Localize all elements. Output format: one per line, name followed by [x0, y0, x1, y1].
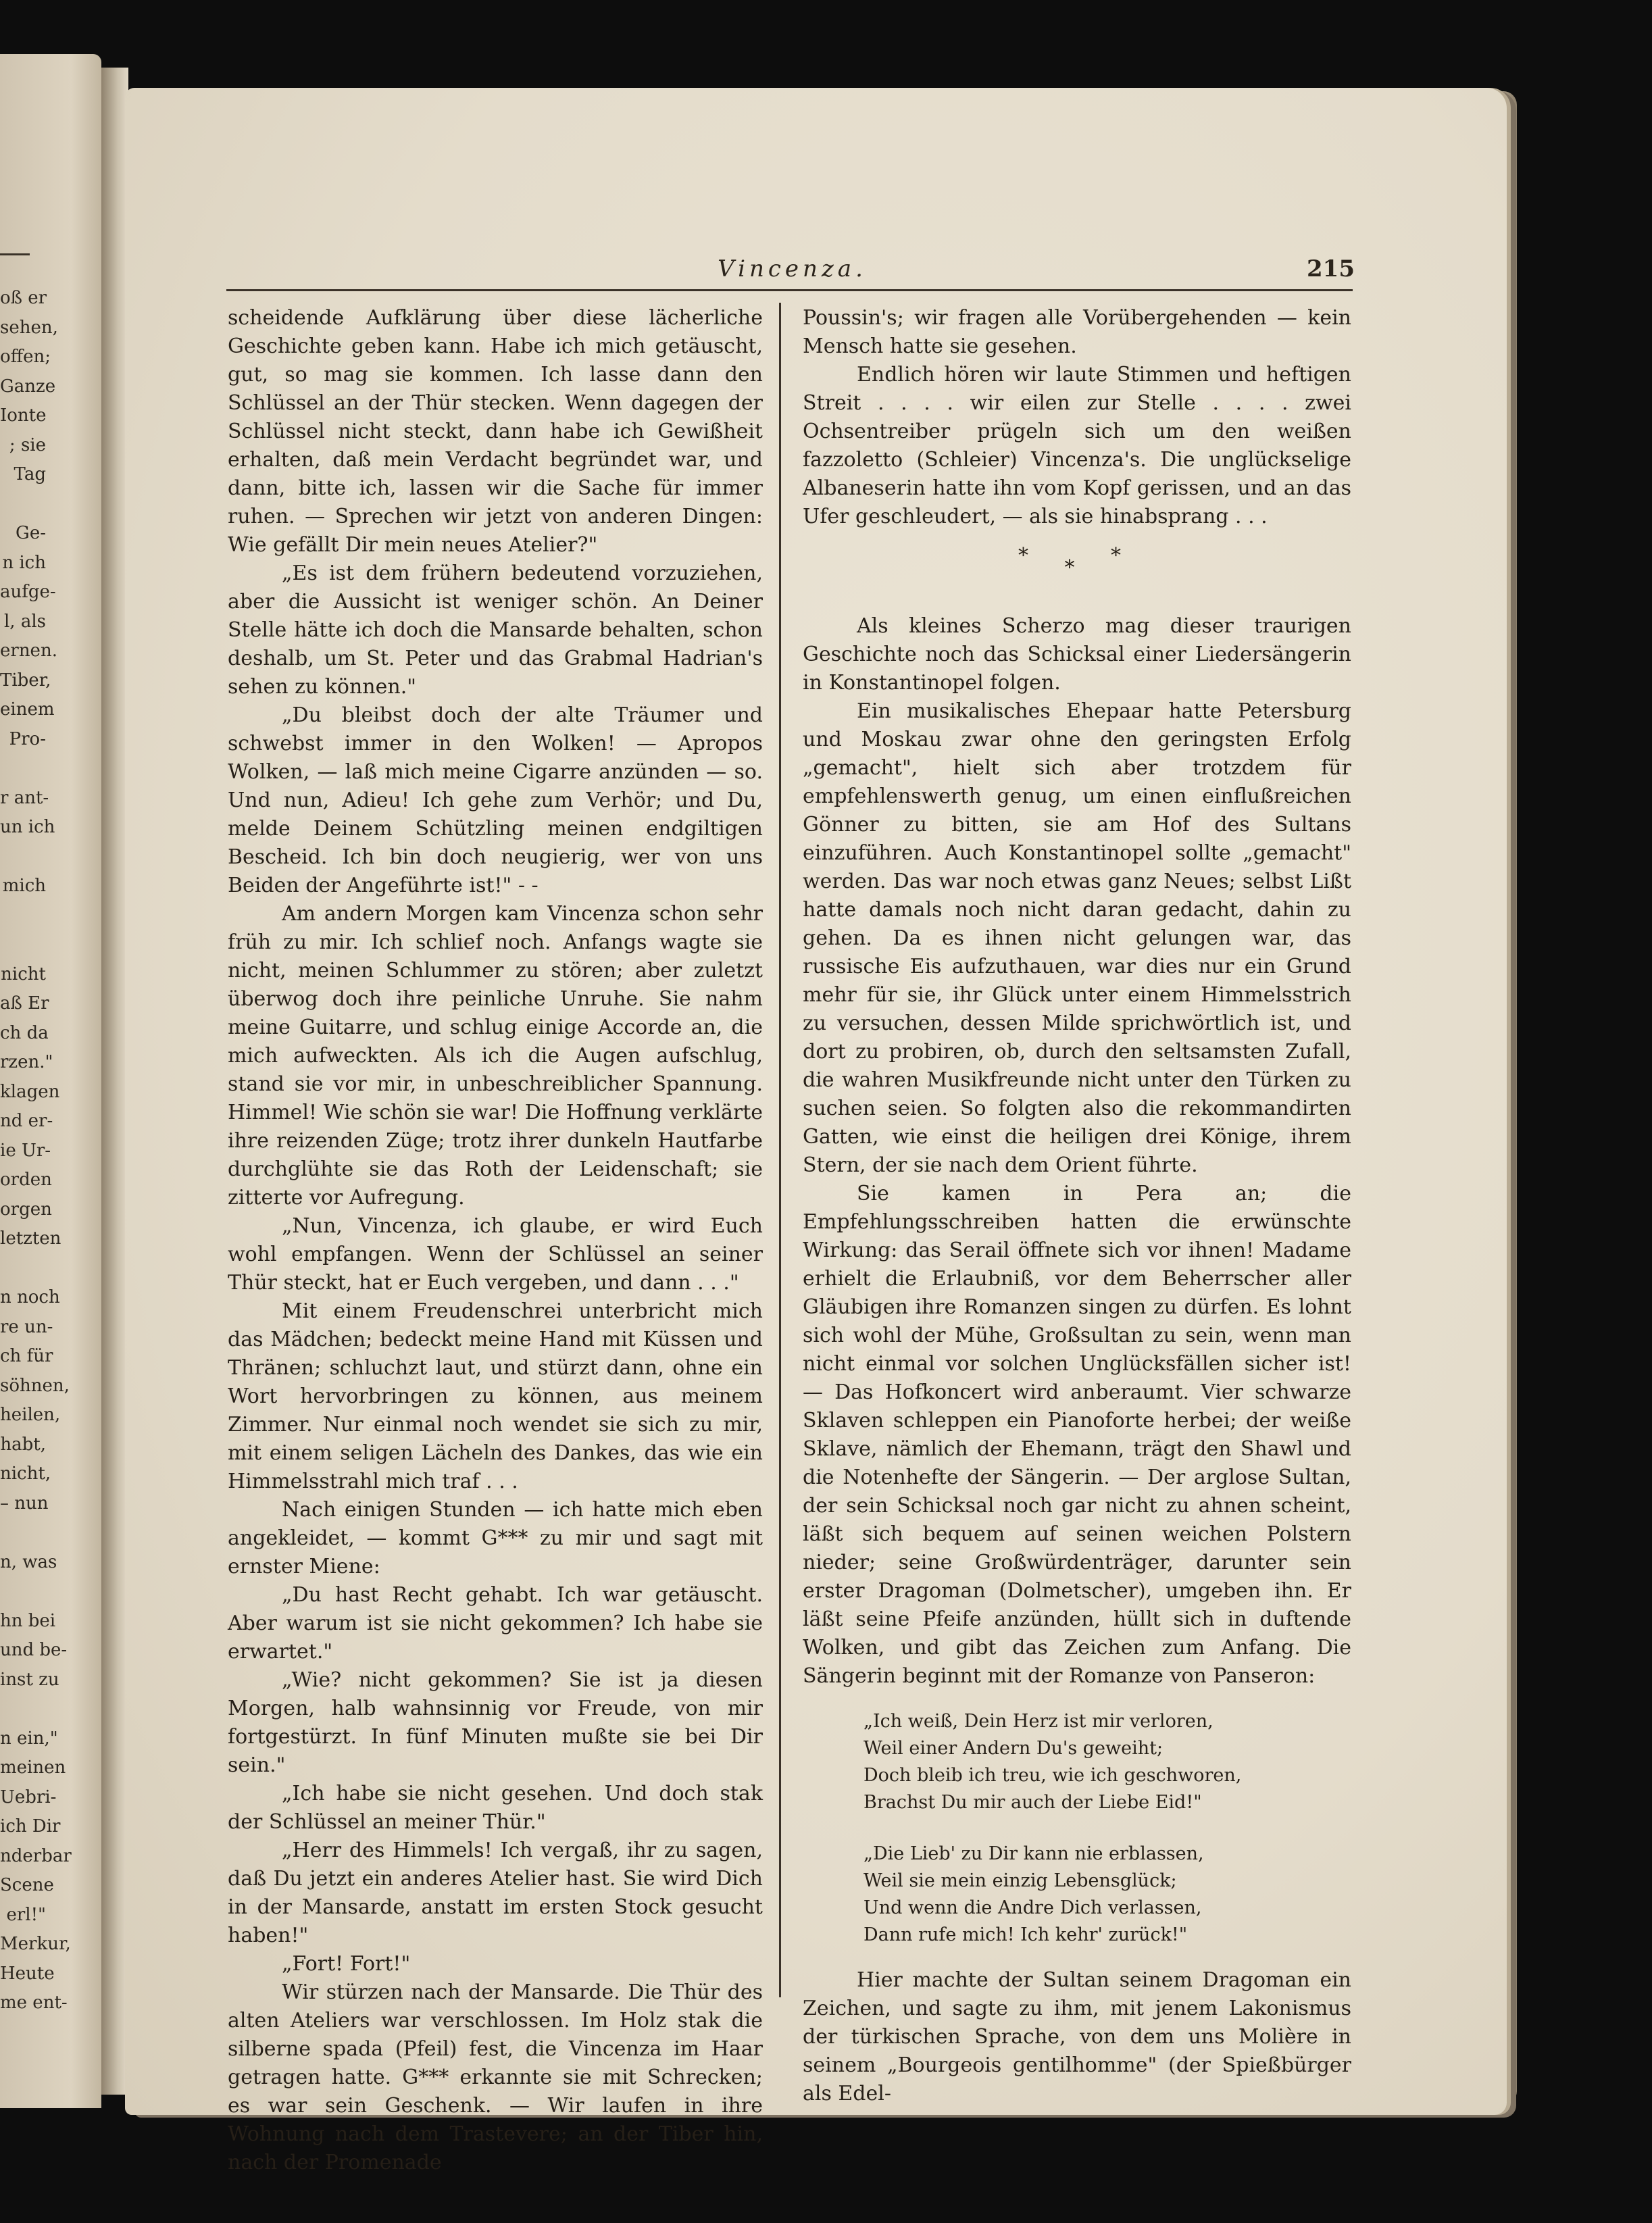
previous-page-fragment: söhnen, — [0, 1375, 70, 1396]
poem-line: „Ich weiß, Dein Herz ist mir verloren, — [863, 1711, 1213, 1732]
previous-page-fragment: hn bei — [0, 1610, 56, 1631]
previous-page-fragment: ch da — [0, 1022, 49, 1043]
column-divider — [779, 303, 781, 1997]
paragraph: „Herr des Himmels! Ich vergaß, ihr zu sagen, daß Du jetzt ein anderes Atelier hast. Sie wird Dich in der Mansarde, anstatt im ersten Stock gesucht haben!" — [228, 1839, 763, 1947]
previous-page-fragment: offen; — [0, 347, 51, 367]
previous-page-fragment: Heute — [0, 1963, 55, 1984]
previous-page-fragment: l, als — [3, 611, 46, 632]
previous-page-fragment: Pro- — [9, 728, 46, 749]
previous-page-fragment: letzten — [0, 1228, 61, 1249]
previous-page-fragment — [0, 930, 46, 960]
previous-page-fragment: re un- — [0, 1316, 53, 1337]
paragraph: „Du bleibst doch der alte Träumer und schwebst immer in den Wolken! — Apropos Wolken, — laß mich meine Cigarre anzünden — so. Und nun, Adieu! Ich gehe zum Verhör; und Du, melde Deinem Schützling meinen endgiltigen Bescheid. Ich bin doch neugierig, wer von uns Beiden der Angeführte ist!" - - — [228, 703, 763, 897]
previous-page-fragment: rzen." — [0, 1052, 53, 1072]
previous-page-fragment: oß er — [0, 288, 47, 308]
paragraph: scheidende Aufklärung über diese lächerliche Geschichte geben kann. Habe ich mich getäuscht, gut, so mag sie kommen. Ich lasse dann den Schlüssel an der Thür stecken. Wenn dagegen der Schlüssel nicht steckt, dann habe ich Gewißheit erhalten, daß mein Verdacht begründet war, und dann, bitte ich, lassen wir die Sache für immer ruhen. — Sprechen wir jetzt von anderen Dingen: Wie gefällt Dir mein neues Atelier?" — [228, 306, 763, 557]
right-column — [803, 304, 1351, 2108]
poem-line: Und wenn die Andre Dich verlassen, — [863, 1897, 1202, 1918]
previous-page-fragment: ; sie — [9, 434, 46, 455]
previous-page-fragment — [0, 843, 46, 872]
paragraph: „Fort! Fort!" — [282, 1952, 411, 1976]
poem-line: Weil sie mein einzig Lebensglück; — [863, 1870, 1177, 1891]
previous-page-fragment: Tiber, — [0, 670, 51, 691]
previous-page-fragment: n, was — [0, 1551, 57, 1572]
previous-page-fragment: orden — [0, 1170, 52, 1190]
poem-stanza — [863, 1841, 1351, 1949]
previous-page-fragment: aß Er — [0, 993, 49, 1014]
previous-page-fragment: ich Dir — [0, 1816, 61, 1837]
previous-page-fragment: n noch — [0, 1287, 60, 1307]
previous-page-fragment: ch für — [0, 1346, 53, 1366]
previous-page-fragment: sehen, — [0, 317, 58, 338]
previous-page-text-fragments — [0, 284, 72, 2018]
header-rule — [226, 289, 1353, 291]
previous-page-fragment: nicht, — [0, 1464, 51, 1484]
previous-page-fragment: habt, — [0, 1434, 46, 1455]
paragraph: Sie kamen in Pera an; die Empfehlungsschreiben hatten die erwünschte Wirkung: das Serail öffnete sich vor ihnen! Madame erhielt die Erlaubniß, vor dem Beherrscher aller Gläubigen ihre Romanzen singen zu dürfen. Es lohnt sich wohl der Mühe, Großsultan zu sein, wenn man nicht einmal vor solchen Unglücksfällen sicher ist! — Das Hofkoncert wird anberaumt. Vier schwarze Sklaven schleppen ein Pianoforte herbei; der weiße Sklave, nämlich der Ehemann, trägt den Shawl und die Notenhefte der Sängerin. — Der arglose Sultan, der sein Schicksal noch gar nicht zu ahnen scheint, läßt sich bequem auf seinen weichen Polstern nieder; seine Großwürdenträger, darunter sein erster Dragoman (Dolmetscher), umgeben ihn. Er läßt seine Pfeife anzünden, hüllt sich in duftende Wolken, und gibt das Zeichen zum Anfang. Die Sängerin beginnt mit der Romanze von Panseron: — [803, 1182, 1351, 1688]
paragraph: Ein musikalisches Ehepaar hatte Petersburg und Moskau zwar ohne den geringsten Erfolg „gemacht", hielt sich aber trotzdem für empfehlenswerth genug, um einen einflußreichen Gönner zu bitten, sie am Hof des Sultans einzuführen. Auch Konstantinopel sollte „gemacht" werden. Das war noch etwas ganz Neues; selbst Lißt hatte damals noch nicht daran gedacht, dahin zu gehen. Da es ihnen nicht gelungen war, das russische Eis aufzuthauen, war dies nur ein Grund mehr für sie, ihr Glück unter einem Himmelsstrich zu versuchen, dessen Milde sprichwörtlich ist, und dort zu probiren, ob, durch den seltsamsten Zufall, die wahren Musikfreunde nicht unter den Türken zu suchen seien. So folgten also die rekommandirten Gatten, wie einst die heiligen drei Könige, ihrem Stern, der sie nach dem Orient führte. — [803, 699, 1351, 1177]
paragraph: Am andern Morgen kam Vincenza schon sehr früh zu mir. Ich schlief noch. Anfangs wagte sie nicht, meinen Schlummer zu stören; aber zuletzt überwog doch ihre peinliche Unruhe. Sie nahm meine Guitarre, und schlug einige Accorde an, die mich aufweckten. Als ich die Augen aufschlug, stand sie vor mir, in unbeschreiblicher Spannung. Himmel! Wie schön sie war! Die Hoffnung verklärte ihre reizenden Züge; trotz ihrer dunkeln Hautfarbe durchglühte sie das Roth der Leidenschaft; sie zitterte vor Aufregung. — [228, 902, 763, 1209]
poem-line: Dann rufe mich! Ich kehr' zurück!" — [863, 1924, 1188, 1945]
previous-page-fragment: nicht — [1, 964, 46, 984]
previous-page-fragment: einem — [0, 699, 55, 720]
previous-page-fragment — [0, 490, 46, 520]
right-column-closing — [803, 1966, 1351, 2108]
previous-page-fragment: n ich — [2, 552, 46, 573]
asterisk: * — [1064, 556, 1090, 580]
right-column-after-break — [803, 612, 1351, 1691]
poem-stanza — [863, 1708, 1351, 1816]
previous-page-fragment: Ganze — [0, 376, 56, 397]
previous-page-fragment: erl!" — [6, 1904, 46, 1925]
paragraph: Nach einigen Stunden — ich hatte mich eben angekleidet, — kommt G*** zu mir und sagt mit ernster Miene: — [228, 1498, 763, 1578]
previous-page-fragment: und be- — [0, 1640, 68, 1660]
paragraph: Hier machte der Sultan seinem Dragoman ein Zeichen, und sagte zu ihm, mit jenem Lakonismus der türkischen Sprache, von dem uns Molière in seinem „Bourgeois gentilhomme" (der Spießbürger als Edel- — [803, 1968, 1351, 2105]
previous-page-fragment: Uebri- — [0, 1787, 57, 1807]
poem-line: Brachst Du mir auch der Liebe Eid!" — [863, 1792, 1202, 1813]
previous-page-fragment — [0, 1577, 46, 1607]
previous-page-fragment — [0, 1254, 46, 1284]
asterisk: * — [1111, 544, 1136, 568]
left-column — [228, 304, 763, 2177]
paragraph: „Ich habe sie nicht gesehen. Und doch stak der Schlüssel an meiner Thür." — [228, 1782, 763, 1834]
poem-quote — [863, 1708, 1351, 1949]
previous-page-fragment: Tag — [14, 464, 46, 484]
previous-page-fragment: Scene — [0, 1875, 54, 1895]
previous-page-fragment — [0, 1695, 46, 1724]
right-column-before-break — [803, 304, 1351, 531]
previous-page-fragment: klagen — [0, 1081, 60, 1102]
paragraph: Wir stürzen nach der Mansarde. Die Thür des alten Ateliers war verschlossen. Im Holz stak die silberne spada (Pfeil) fest, die Vincenza im Haar getragen hatte. G*** erkannte sie mit Schrecken; es war sein Geschenk. — Wir laufen in ihre Wohnung nach dem Trastevere; an der Tiber hin, nach der Promenade — [228, 1980, 763, 2174]
previous-page-fragment: n ein," — [0, 1728, 58, 1749]
paragraph: Endlich hören wir laute Stimmen und heftigen Streit . . . . wir eilen zur Stelle . . . . zwei Ochsentreiber prügeln sich um den weißen fazzoletto (Schleier) Vincenza's. Die unglückselige Albaneserin hatte ihn vom Kopf gerissen, und an das Ufer geschleudert, — als sie hinabsprang . . . — [803, 363, 1351, 528]
poem-line: „Die Lieb' zu Dir kann nie erblassen, — [863, 1843, 1204, 1864]
book-gutter — [101, 68, 128, 2095]
previous-page-fragment: mich — [2, 876, 46, 896]
previous-page-fragment: orgen — [0, 1199, 52, 1220]
section-break-asterisks — [803, 531, 1351, 612]
previous-page-fragment: inst zu — [0, 1669, 59, 1690]
previous-page-fragment: nd er- — [0, 1111, 53, 1131]
asterisk: * — [1018, 544, 1043, 568]
previous-page-fragment: nderbar — [0, 1845, 72, 1866]
previous-page-fragment: Ionte — [0, 405, 47, 426]
running-header — [230, 255, 1355, 289]
paragraph: „Es ist dem frühern bedeutend vorzuziehen, aber die Aussicht ist weniger schön. An Deiner Stelle hätte ich doch die Mansarde behalten, schon deshalb, um St. Peter und das Grabmal Hadrian's sehen zu können." — [228, 561, 763, 699]
poem-line: Doch bleib ich treu, wie ich geschworen, — [863, 1765, 1242, 1786]
paragraph: „Du hast Recht gehabt. Ich war getäuscht. Aber warum ist sie nicht gekommen? Ich habe sie erwartet." — [228, 1583, 763, 1664]
paragraph: Poussin's; wir fragen alle Vorübergehenden — kein Mensch hatte sie gesehen. — [803, 306, 1351, 358]
running-title: Vincenza. — [718, 255, 867, 282]
previous-page-fragment — [0, 754, 46, 784]
page-number: 215 — [1307, 255, 1355, 282]
previous-page-fragment: aufge- — [0, 582, 56, 602]
previous-page-fragment: heilen, — [0, 1405, 61, 1425]
previous-page-fragment: Ge- — [16, 523, 46, 543]
paragraph: „Wie? nicht gekommen? Sie ist ja diesen Morgen, halb wahnsinnig vor Freude, von mir fortgestürzt. In fünf Minuten mußte sie bei Dir sein." — [228, 1668, 763, 1777]
paragraph: „Nun, Vincenza, ich glaube, er wird Euch wohl empfangen. Wenn der Schlüssel an seiner Thür steckt, hat er Euch vergeben, und dann . . ." — [228, 1214, 763, 1295]
previous-page-fragment — [0, 901, 46, 931]
previous-page-fragment: r ant- — [0, 787, 49, 808]
previous-page-fragment: ernen. — [0, 641, 57, 661]
previous-page-fragment: ie Ur- — [0, 1140, 51, 1161]
previous-page-header-rule — [0, 253, 30, 255]
previous-page-fragment: me ent- — [0, 1993, 68, 2013]
previous-page-fragment: meinen — [0, 1757, 66, 1778]
paragraph: Als kleines Scherzo mag dieser traurigen Geschichte noch das Schicksal einer Liedersängerin in Konstantinopel folgen. — [803, 614, 1351, 695]
previous-page-fragment: – nun — [0, 1493, 49, 1514]
poem-line: Weil einer Andern Du's geweiht; — [863, 1738, 1163, 1759]
previous-page-fragment: un ich — [0, 817, 55, 837]
previous-page-fragment — [0, 1518, 46, 1548]
previous-page-fragment: Merkur, — [0, 1934, 71, 1954]
paragraph: Mit einem Freudenschrei unterbricht mich das Mädchen; bedeckt meine Hand mit Küssen und Thränen; schluchzt laut, und stürzt dann, ohne ein Wort hervorbringen zu können, aus meinem Zimmer. Nur einmal noch wendet sie sich zu mir, mit einem seligen Lächeln des Dankes, das wie ein Himmelsstrahl mich traf . . . — [228, 1299, 763, 1493]
